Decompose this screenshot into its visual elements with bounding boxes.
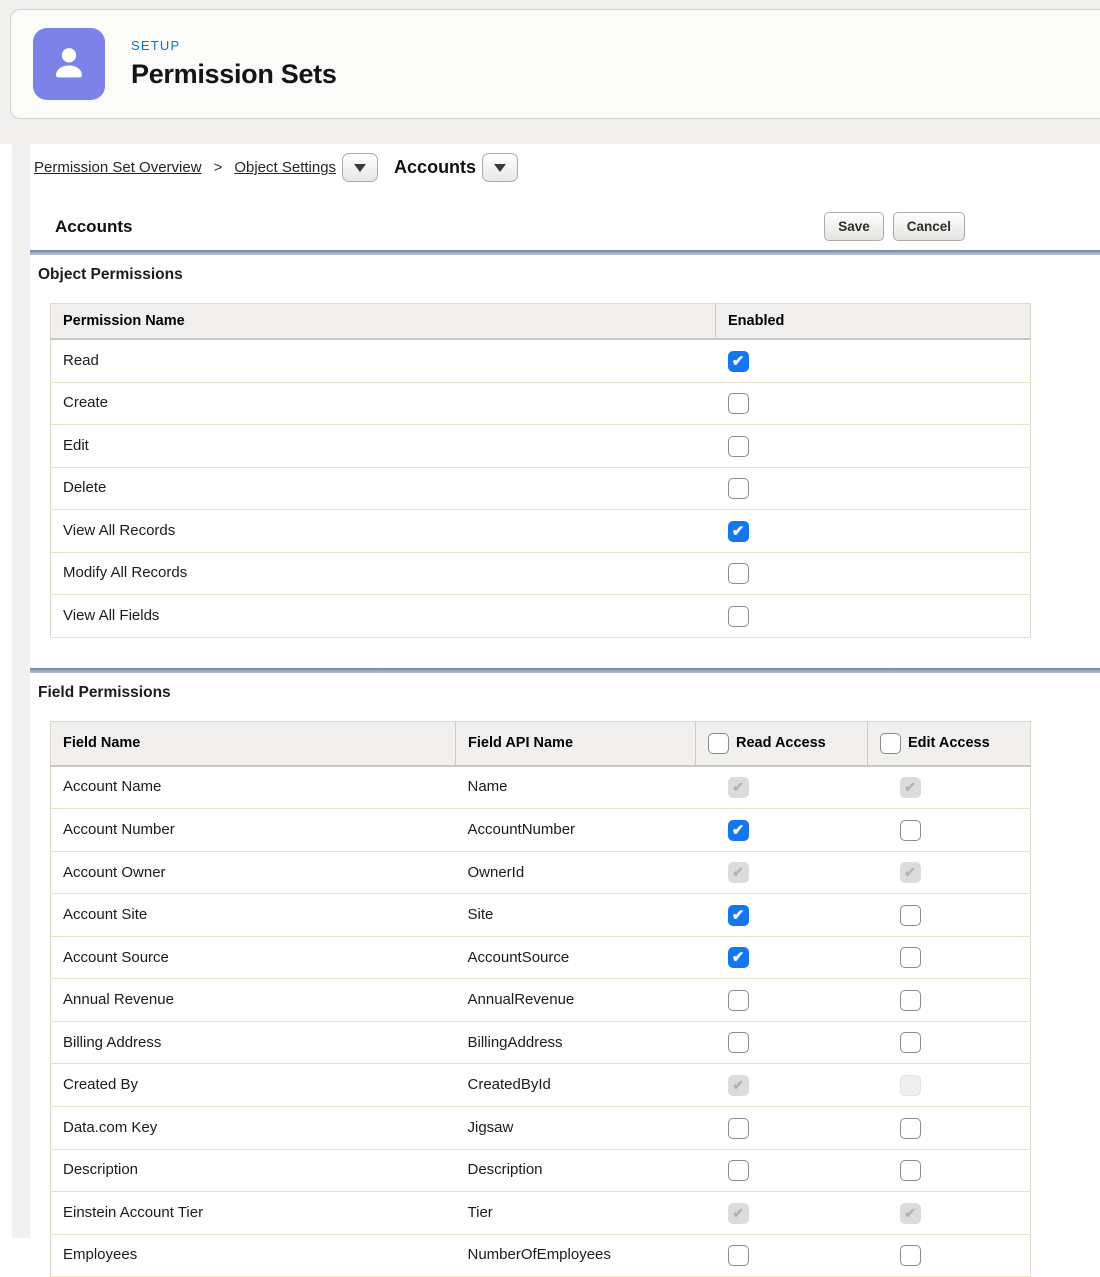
field-name-cell: Description xyxy=(51,1149,456,1192)
edit-access-cell xyxy=(868,1021,1031,1064)
permission-name-cell: View All Fields xyxy=(51,595,716,638)
permission-name-cell: Modify All Records xyxy=(51,552,716,595)
checkbox-unchecked[interactable] xyxy=(728,436,749,457)
field-permissions-header-row xyxy=(51,721,1031,766)
field-api-name-cell: AccountSource xyxy=(456,936,696,979)
checkmark-icon: ✔ xyxy=(904,779,916,796)
breadcrumb xyxy=(30,144,1100,182)
checkbox-unchecked[interactable] xyxy=(728,1118,749,1139)
checkmark-icon: ✔ xyxy=(732,1076,744,1093)
read-access-cell xyxy=(696,1064,868,1107)
checkbox-unchecked[interactable] xyxy=(900,1160,921,1181)
enabled-cell xyxy=(716,595,1031,638)
object-permissions-header-row xyxy=(51,304,1031,340)
user-icon xyxy=(48,41,90,88)
checkbox-unchecked[interactable] xyxy=(900,905,921,926)
field-name-cell: Billing Address xyxy=(51,1021,456,1064)
object-permissions-table xyxy=(50,303,1031,638)
edit-access-cell xyxy=(868,936,1031,979)
read-access-cell xyxy=(696,809,868,852)
field-api-name-cell: AccountNumber xyxy=(456,809,696,852)
field-name-cell: Account Owner xyxy=(51,851,456,894)
content-panel xyxy=(30,144,1100,1264)
read-access-select-all-checkbox[interactable] xyxy=(708,733,729,754)
field-name-cell: Account Site xyxy=(51,894,456,937)
accounts-dropdown-button[interactable] xyxy=(482,153,518,182)
permission-sets-tile xyxy=(33,28,105,100)
edit-access-select-all-checkbox[interactable] xyxy=(880,733,901,754)
save-button[interactable]: Save xyxy=(824,212,884,241)
chevron-down-icon xyxy=(494,164,506,172)
read-access-cell xyxy=(696,851,868,894)
checkmark-icon: ✔ xyxy=(731,522,745,540)
enabled-column-header: Enabled xyxy=(716,304,1031,340)
permission-name-cell: Edit xyxy=(51,425,716,468)
checkbox-disabled-checked xyxy=(900,862,921,883)
enabled-cell xyxy=(716,339,1031,382)
object-permission-row xyxy=(51,510,1031,553)
edit-access-cell xyxy=(868,894,1031,937)
read-access-cell xyxy=(696,979,868,1022)
enabled-cell xyxy=(716,382,1031,425)
read-access-column-header xyxy=(696,721,868,766)
object-permission-row xyxy=(51,382,1031,425)
checkbox-unchecked[interactable] xyxy=(728,393,749,414)
checkbox-disabled-checked xyxy=(728,862,749,883)
checkbox-unchecked[interactable] xyxy=(900,990,921,1011)
checkbox-checked[interactable] xyxy=(728,351,749,372)
field-permission-row xyxy=(51,1106,1031,1149)
checkbox-checked[interactable] xyxy=(728,947,749,968)
field-permission-row xyxy=(51,1192,1031,1235)
field-name-cell: Data.com Key xyxy=(51,1106,456,1149)
breadcrumb-link-permission-set-overview[interactable]: Permission Set Overview xyxy=(34,159,202,176)
checkbox-checked[interactable] xyxy=(728,521,749,542)
read-access-cell xyxy=(696,1149,868,1192)
object-permission-row xyxy=(51,425,1031,468)
checkmark-icon: ✔ xyxy=(904,864,916,881)
read-access-cell xyxy=(696,766,868,809)
field-permission-row xyxy=(51,979,1031,1022)
field-permissions-heading: Field Permissions xyxy=(38,683,171,701)
edit-access-cell xyxy=(868,1234,1031,1277)
edit-access-cell xyxy=(868,809,1031,852)
setup-eyebrow: SETUP xyxy=(131,38,181,53)
field-permission-row xyxy=(51,894,1031,937)
enabled-cell xyxy=(716,510,1031,553)
checkbox-unchecked[interactable] xyxy=(728,563,749,584)
checkbox-unchecked[interactable] xyxy=(728,990,749,1011)
edit-access-cell xyxy=(868,1064,1031,1107)
checkbox-unchecked[interactable] xyxy=(900,1118,921,1139)
breadcrumb-separator: > xyxy=(213,159,223,176)
read-access-cell xyxy=(696,1106,868,1149)
field-api-name-cell: AnnualRevenue xyxy=(456,979,696,1022)
field-permission-row xyxy=(51,1064,1031,1107)
field-name-cell: Created By xyxy=(51,1064,456,1107)
field-api-name-cell: Tier xyxy=(456,1192,696,1235)
edit-access-cell xyxy=(868,1106,1031,1149)
read-access-cell xyxy=(696,936,868,979)
checkbox-disabled-checked xyxy=(728,1203,749,1224)
field-name-column-header: Field Name xyxy=(51,721,456,766)
field-permission-row xyxy=(51,851,1031,894)
checkbox-disabled-checked xyxy=(728,777,749,798)
title-row xyxy=(30,212,1100,241)
field-name-cell: Employees xyxy=(51,1234,456,1277)
checkbox-checked[interactable] xyxy=(728,820,749,841)
read-access-cell xyxy=(696,894,868,937)
edit-access-cell xyxy=(868,766,1031,809)
field-api-name-column-header: Field API Name xyxy=(456,721,696,766)
page-title: Accounts xyxy=(55,216,133,236)
checkmark-icon: ✔ xyxy=(732,779,744,796)
checkbox-unchecked[interactable] xyxy=(900,947,921,968)
field-name-cell: Einstein Account Tier xyxy=(51,1192,456,1235)
permission-name-cell: Delete xyxy=(51,467,716,510)
breadcrumb-link-object-settings[interactable]: Object Settings xyxy=(234,159,337,176)
field-api-name-cell: Description xyxy=(456,1149,696,1192)
page-header-title: Permission Sets xyxy=(131,59,337,89)
field-permission-row xyxy=(51,766,1031,809)
checkbox-checked[interactable] xyxy=(728,905,749,926)
checkmark-icon: ✔ xyxy=(732,864,744,881)
checkbox-disabled-checked xyxy=(900,1203,921,1224)
permission-name-cell: View All Records xyxy=(51,510,716,553)
chevron-down-icon xyxy=(354,164,366,172)
field-permission-row xyxy=(51,809,1031,852)
enabled-cell xyxy=(716,467,1031,510)
checkmark-icon: ✔ xyxy=(731,906,745,924)
read-access-cell xyxy=(696,1234,868,1277)
checkmark-icon: ✔ xyxy=(904,1204,916,1221)
object-permission-row xyxy=(51,467,1031,510)
edit-access-column-header xyxy=(868,721,1031,766)
enabled-cell xyxy=(716,552,1031,595)
left-gutter xyxy=(12,144,30,1238)
checkbox-unchecked[interactable] xyxy=(728,478,749,499)
field-api-name-cell: CreatedById xyxy=(456,1064,696,1107)
object-settings-dropdown-button[interactable] xyxy=(342,153,378,182)
read-access-cell xyxy=(696,1021,868,1064)
checkbox-unchecked[interactable] xyxy=(900,1245,921,1266)
field-api-name-cell: OwnerId xyxy=(456,851,696,894)
section-divider xyxy=(30,250,1100,255)
field-permission-row xyxy=(51,1234,1031,1277)
checkmark-icon: ✔ xyxy=(731,949,745,967)
field-permissions-table xyxy=(50,721,1031,1277)
permission-name-column-header: Permission Name xyxy=(51,304,716,340)
field-api-name-cell: Jigsaw xyxy=(456,1106,696,1149)
setup-header-card xyxy=(10,9,1100,119)
read-access-header-label: Read Access xyxy=(736,735,826,752)
edit-access-cell xyxy=(868,1149,1031,1192)
edit-access-cell xyxy=(868,1192,1031,1235)
field-api-name-cell: NumberOfEmployees xyxy=(456,1234,696,1277)
checkbox-unchecked[interactable] xyxy=(900,820,921,841)
permission-name-cell: Create xyxy=(51,382,716,425)
enabled-cell xyxy=(716,425,1031,468)
field-name-cell: Account Number xyxy=(51,809,456,852)
field-api-name-cell: BillingAddress xyxy=(456,1021,696,1064)
checkbox-unchecked[interactable] xyxy=(728,1032,749,1053)
checkbox-unchecked[interactable] xyxy=(728,1245,749,1266)
checkbox-unchecked[interactable] xyxy=(900,1032,921,1053)
checkmark-icon: ✔ xyxy=(732,1204,744,1221)
object-permission-row xyxy=(51,595,1031,638)
field-permission-row xyxy=(51,1149,1031,1192)
field-name-cell: Annual Revenue xyxy=(51,979,456,1022)
field-name-cell: Account Name xyxy=(51,766,456,809)
field-api-name-cell: Site xyxy=(456,894,696,937)
edit-access-cell xyxy=(868,851,1031,894)
read-access-cell xyxy=(696,1192,868,1235)
object-permissions-heading: Object Permissions xyxy=(38,266,183,283)
checkmark-icon: ✔ xyxy=(731,352,745,370)
field-api-name-cell: Name xyxy=(456,766,696,809)
field-permission-row xyxy=(51,936,1031,979)
object-permission-row xyxy=(51,552,1031,595)
checkbox-disabled-checked xyxy=(728,1075,749,1096)
field-permission-row xyxy=(51,1021,1031,1064)
checkbox-disabled-empty xyxy=(900,1075,921,1096)
section-divider xyxy=(30,668,1100,673)
checkbox-disabled-checked xyxy=(900,777,921,798)
checkmark-icon: ✔ xyxy=(731,821,745,839)
field-name-cell: Account Source xyxy=(51,936,456,979)
object-permission-row xyxy=(51,339,1031,382)
edit-access-cell xyxy=(868,979,1031,1022)
checkbox-unchecked[interactable] xyxy=(728,606,749,627)
permission-name-cell: Read xyxy=(51,339,716,382)
checkbox-unchecked[interactable] xyxy=(728,1160,749,1181)
breadcrumb-current-accounts: Accounts xyxy=(394,157,477,177)
cancel-button[interactable]: Cancel xyxy=(893,212,965,241)
edit-access-header-label: Edit Access xyxy=(908,735,990,752)
